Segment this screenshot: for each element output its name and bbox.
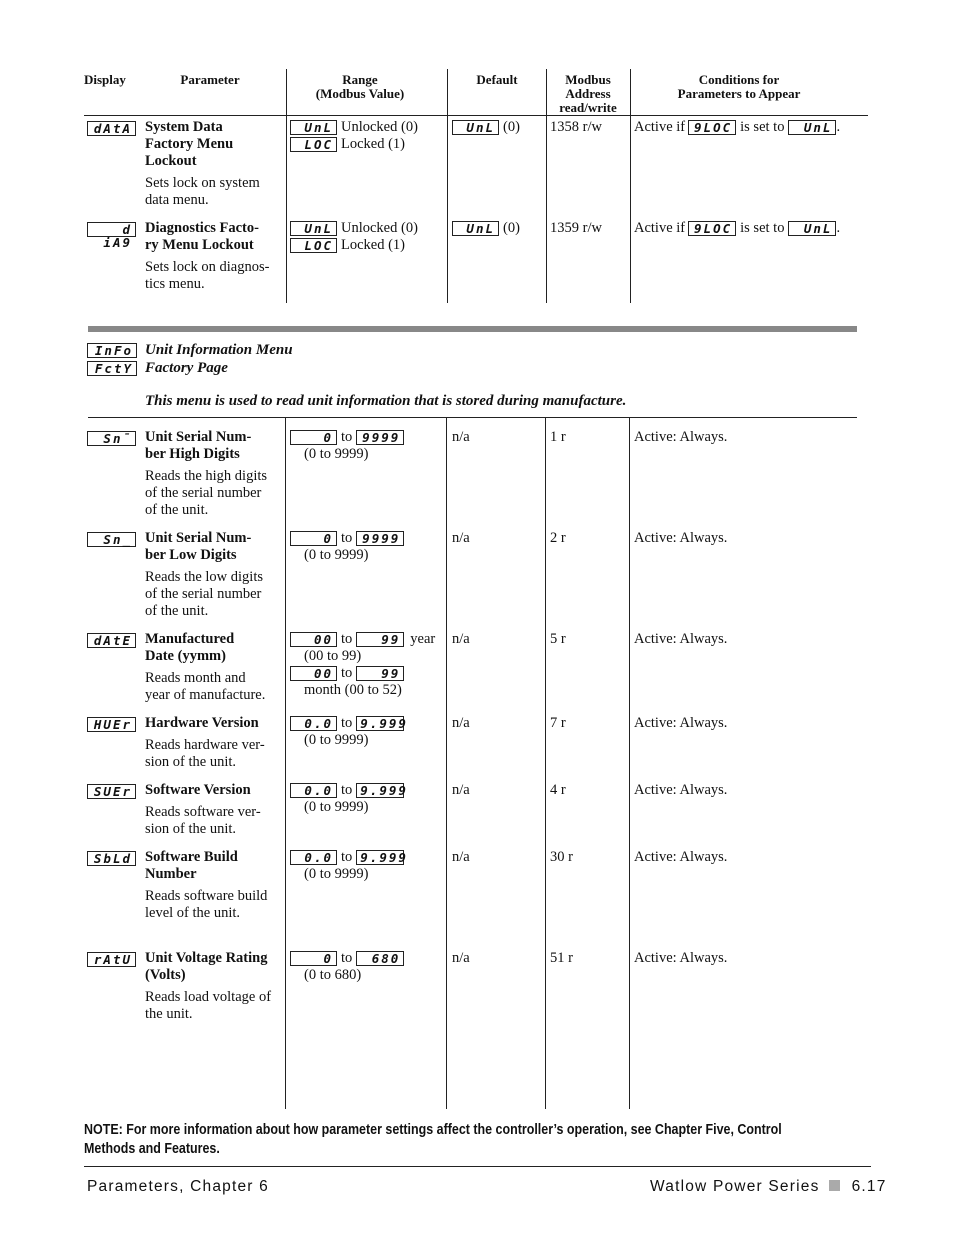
parameter-description-line: sion of the unit. (145, 754, 237, 770)
range-line (290, 429, 404, 446)
menu-subtitle: Factory Page (145, 360, 228, 376)
parameter-name (145, 950, 285, 984)
parameter-description-line: Reads the high digits (145, 468, 268, 484)
default-value: (0) (503, 119, 520, 135)
parameter-description (145, 259, 285, 293)
parameter-name (145, 429, 285, 463)
parameter-cell (145, 715, 285, 771)
display-code: d iA9 (87, 222, 136, 237)
parameter-name (145, 782, 285, 799)
condition-text: Active if (634, 220, 686, 236)
range-line (290, 665, 435, 682)
range-modbus-value: (0 to 9999) (304, 547, 369, 563)
display-code: SbLd (87, 851, 136, 866)
condition-cell (634, 119, 840, 136)
display-cell (87, 222, 136, 251)
default-value: n/a (452, 530, 470, 546)
parameter-description (145, 468, 285, 519)
default-value: n/a (452, 849, 470, 865)
condition-text: Active if (634, 119, 686, 135)
condition-text: . (836, 119, 841, 135)
parameter-name-line: Software Version (145, 782, 251, 798)
range-option-label: Locked (1) (341, 136, 406, 152)
range-option (290, 237, 418, 254)
parameter-name-line: Hardware Version (145, 715, 259, 731)
display-code: SUEr (87, 784, 136, 799)
display-code: rAtU (87, 952, 136, 967)
range-line (290, 782, 408, 799)
display-code: dAtA (87, 121, 136, 136)
parameter-name-line: Manufactured (145, 631, 235, 647)
display-code: UnL (452, 221, 499, 236)
range-modbus-value: (0 to 9999) (304, 446, 369, 462)
col-header-cond-l2: Parameters to Appear (677, 86, 801, 101)
display-code: dAtE (87, 633, 136, 648)
range-to-text: to (341, 950, 353, 966)
parameter-name-line: Factory Menu (145, 136, 234, 152)
display-code: 9.999 (356, 716, 404, 731)
modbus-address: 2 r (550, 530, 566, 546)
footer-rule (84, 1166, 871, 1167)
col-header-modbus-l3: read/write (559, 100, 617, 115)
range-cell (290, 849, 408, 883)
parameter-name (145, 715, 285, 732)
display-code: Sn¯ (87, 431, 136, 446)
range-cell (290, 530, 404, 564)
default-value: n/a (452, 950, 470, 966)
col-divider (546, 69, 547, 303)
parameter-name-line: Software Build (145, 849, 238, 865)
parameter-description-line: Reads hardware ver- (145, 737, 265, 753)
display-code: InFo (87, 343, 137, 358)
col-header-modbus-l1: Modbus (565, 72, 611, 87)
parameter-description (145, 989, 285, 1023)
note-line: Methods and Features. (84, 1141, 220, 1157)
modbus-address: 30 r (550, 849, 573, 865)
parameter-name (145, 849, 285, 883)
range-to-text: to (341, 429, 353, 445)
parameter-description (145, 737, 285, 771)
range-to-text: to (341, 715, 353, 731)
range-cell (290, 119, 418, 153)
display-code: 00 (290, 666, 337, 681)
note-line: NOTE: For more information about how parameter settings affect the controller’s operation, see Chapter Five, Control (84, 1122, 782, 1138)
menu-code-fcty (87, 361, 137, 377)
menu-rule (88, 417, 857, 418)
footer-title: Watlow Power Series (650, 1178, 820, 1195)
col-divider (630, 69, 631, 303)
col-header-parameter: Parameter (180, 72, 240, 87)
col-divider (286, 69, 287, 303)
parameter-description-line: tics menu. (145, 276, 205, 292)
parameter-description-line: Sets lock on diagnos- (145, 259, 270, 275)
parameter-name-line: ber High Digits (145, 446, 240, 462)
parameter-name-line: Unit Serial Num- (145, 429, 252, 445)
parameter-description-line: Sets lock on system (145, 175, 260, 191)
display-code: UnL (452, 120, 499, 135)
parameter-description-line: Reads software ver- (145, 804, 261, 820)
parameter-name (145, 220, 285, 254)
col-header-conditions (632, 73, 846, 101)
parameter-description-line: Reads software build (145, 888, 268, 904)
display-code: 9LOC (688, 120, 736, 135)
col-divider (285, 418, 286, 1109)
display-code: 9999 (356, 430, 404, 445)
display-code: UnL (290, 221, 337, 236)
header-rule (84, 115, 868, 116)
parameter-description-line: Reads the low digits (145, 569, 264, 585)
parameter-cell (145, 429, 285, 519)
col-header-display: Display (84, 72, 126, 87)
display-code: 9LOC (688, 221, 736, 236)
display-cell (87, 633, 136, 649)
parameter-cell (145, 631, 285, 704)
range-modbus-value: (0 to 9999) (304, 866, 369, 882)
condition-cell (634, 220, 840, 237)
default-cell (452, 119, 520, 136)
display-code: Sn_ (87, 532, 136, 547)
range-line (290, 849, 408, 866)
range-modbus-value: (00 to 99) (304, 648, 362, 664)
display-code: 99 (356, 632, 404, 647)
col-header-default: Default (476, 72, 518, 87)
condition-text: Active: Always. (634, 782, 728, 798)
col-header-modbus-l2: Address (565, 86, 611, 101)
display-cell (87, 851, 136, 867)
range-suffix: year (410, 631, 436, 647)
range-line (290, 715, 408, 732)
range-option-label: Unlocked (0) (341, 220, 418, 236)
condition-text: is set to (740, 119, 785, 135)
parameter-name-line: System Data (145, 119, 223, 135)
note (84, 1121, 858, 1159)
parameter-name (145, 530, 285, 564)
display-cell (87, 532, 136, 548)
menu-description: This menu is used to read unit information that is stored during manufacture. (145, 393, 627, 409)
parameter-description-line: year of manufacture. (145, 687, 266, 703)
display-code: 99 (356, 666, 404, 681)
range-cell (290, 429, 404, 463)
menu-title: Unit Information Menu (145, 342, 293, 358)
col-divider (446, 418, 447, 1109)
section-divider-band (88, 326, 857, 332)
range-line (290, 631, 435, 648)
col-header-cond-l1: Conditions for (698, 72, 780, 87)
parameter-cell (145, 530, 285, 620)
condition-text: Active: Always. (634, 631, 728, 647)
parameter-name-line: Unit Serial Num- (145, 530, 252, 546)
modbus-address: 7 r (550, 715, 566, 731)
parameter-description (145, 888, 285, 922)
menu-code-info (87, 343, 137, 359)
col-header-modbus (548, 73, 628, 115)
modbus-address: 5 r (550, 631, 566, 647)
default-value: n/a (452, 715, 470, 731)
modbus-address: 51 r (550, 950, 573, 966)
col-header-range (290, 73, 430, 101)
condition-text: Active: Always. (634, 429, 728, 445)
parameter-name-line: ber Low Digits (145, 547, 237, 563)
parameter-description-line: Reads load voltage of (145, 989, 272, 1005)
display-cell (87, 121, 136, 137)
range-modbus-value: (0 to 9999) (304, 799, 369, 815)
range-cell (290, 715, 408, 749)
range-cell (290, 782, 408, 816)
parameter-name-line: ry Menu Lockout (145, 237, 254, 253)
condition-text: Active: Always. (634, 530, 728, 546)
display-code: 9999 (356, 531, 404, 546)
display-code: UnL (290, 120, 337, 135)
parameter-name (145, 119, 285, 170)
col-divider (447, 69, 448, 303)
range-cell (290, 220, 418, 254)
display-code: HUEr (87, 717, 136, 732)
parameter-cell (145, 119, 285, 209)
condition-text: Active: Always. (634, 849, 728, 865)
range-modbus-value: (0 to 9999) (304, 732, 369, 748)
parameter-name-line: Diagnostics Facto- (145, 220, 259, 236)
parameter-description-line: of the unit. (145, 603, 209, 619)
condition-text: is set to (740, 220, 785, 236)
range-modbus-value: month (00 to 52) (304, 682, 402, 698)
range-option (290, 220, 418, 237)
parameter-description-line: sion of the unit. (145, 821, 237, 837)
display-code: 0.0 (290, 716, 337, 731)
range-to-text: to (341, 530, 353, 546)
page-number: 6.17 (851, 1178, 887, 1195)
default-value: n/a (452, 429, 470, 445)
range-option (290, 119, 418, 136)
square-bullet-icon (829, 1180, 840, 1191)
display-cell (87, 784, 136, 800)
display-code: FctY (87, 361, 137, 376)
display-code: 0 (290, 531, 337, 546)
parameter-description (145, 569, 285, 620)
display-code: LOC (290, 238, 337, 253)
default-cell (452, 220, 520, 237)
parameter-cell (145, 849, 285, 922)
range-modbus-value: (0 to 680) (304, 967, 362, 983)
parameter-cell (145, 220, 285, 293)
range-option-label: Locked (1) (341, 237, 406, 253)
display-cell (87, 717, 136, 733)
modbus-address: 1358 r/w (550, 119, 602, 135)
display-cell (87, 952, 136, 968)
range-cell (290, 631, 435, 699)
parameter-description-line: Reads month and (145, 670, 246, 686)
display-code: LOC (290, 137, 337, 152)
condition-text: . (836, 220, 841, 236)
display-code: 9.999 (356, 850, 404, 865)
col-divider (629, 418, 630, 1109)
parameter-description-line: of the serial number (145, 586, 262, 602)
parameter-description-line: level of the unit. (145, 905, 241, 921)
range-to-text: to (341, 782, 353, 798)
footer-right (650, 1178, 887, 1196)
display-code: 680 (356, 951, 404, 966)
col-header-range-l2: (Modbus Value) (315, 86, 405, 101)
parameter-description-line: of the unit. (145, 502, 209, 518)
range-to-text: to (341, 849, 353, 865)
parameter-name-line: Date (yymm) (145, 648, 226, 664)
modbus-address: 1359 r/w (550, 220, 602, 236)
parameter-name-line: Number (145, 866, 197, 882)
range-line (290, 950, 404, 967)
display-code: 0.0 (290, 783, 337, 798)
default-value: n/a (452, 631, 470, 647)
display-code: 0.0 (290, 850, 337, 865)
range-to-text: to (341, 631, 353, 647)
parameter-description (145, 670, 285, 704)
col-header-range-l1: Range (342, 72, 378, 87)
condition-text: Active: Always. (634, 715, 728, 731)
default-value: n/a (452, 782, 470, 798)
display-code: 00 (290, 632, 337, 647)
display-code: 0 (290, 430, 337, 445)
display-code: UnL (788, 120, 836, 135)
display-code: 0 (290, 951, 337, 966)
modbus-address: 1 r (550, 429, 566, 445)
parameter-description-line: the unit. (145, 1006, 193, 1022)
parameter-name-line: Unit Voltage Rating (145, 950, 268, 966)
modbus-address: 4 r (550, 782, 566, 798)
parameter-description (145, 175, 285, 209)
display-cell (87, 431, 136, 447)
condition-text: Active: Always. (634, 950, 728, 966)
parameter-name-line: Lockout (145, 153, 197, 169)
footer-left: Parameters, Chapter 6 (87, 1178, 269, 1195)
range-cell (290, 950, 404, 984)
range-option-label: Unlocked (0) (341, 119, 418, 135)
parameter-description (145, 804, 285, 838)
parameter-description-line: data menu. (145, 192, 209, 208)
parameter-cell (145, 782, 285, 838)
col-divider (545, 418, 546, 1109)
range-to-text: to (341, 665, 353, 681)
default-value: (0) (503, 220, 520, 236)
parameter-cell (145, 950, 285, 1023)
range-line (290, 530, 404, 547)
display-code: 9.999 (356, 783, 404, 798)
parameter-name-line: (Volts) (145, 967, 186, 983)
parameter-description-line: of the serial number (145, 485, 262, 501)
display-code: UnL (788, 221, 836, 236)
range-option (290, 136, 418, 153)
parameter-name (145, 631, 285, 665)
